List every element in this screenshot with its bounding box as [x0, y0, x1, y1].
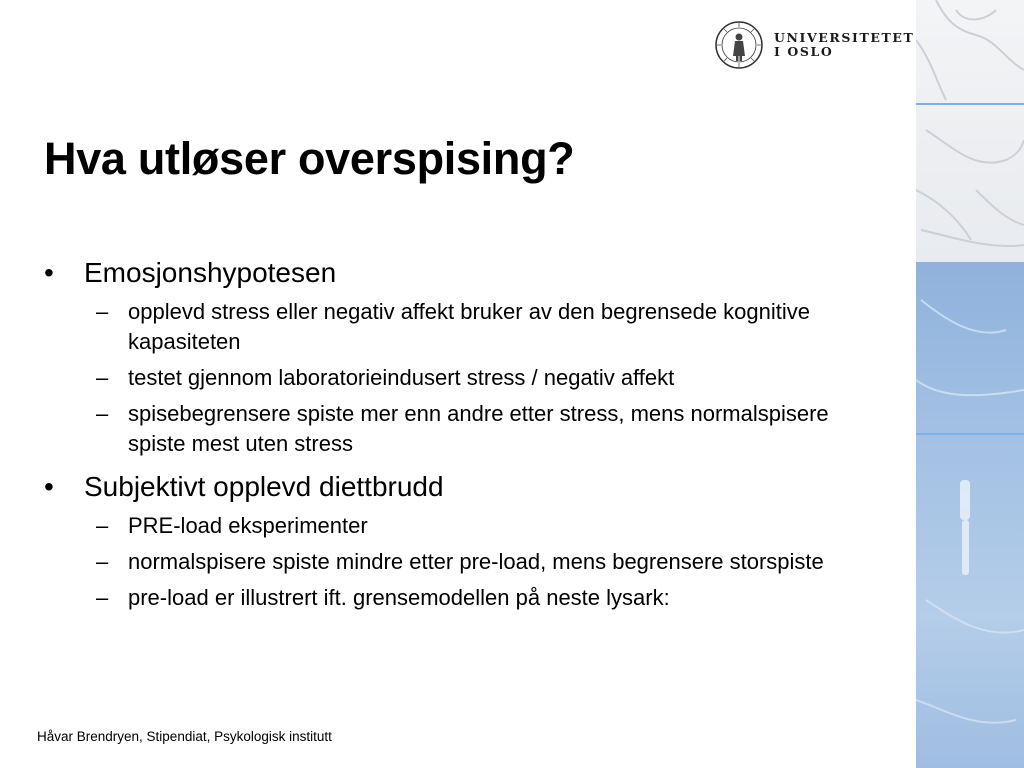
logo-line-1: UNIVERSITETET: [774, 30, 915, 45]
sub-bullet-item: [44, 511, 864, 541]
side-decoration: [916, 0, 1024, 768]
bullet-item: [44, 255, 864, 291]
university-seal-icon: [714, 20, 764, 70]
slide-footer: Håvar Brendryen, Stipendiat, Psykologisk institutt: [37, 729, 332, 744]
sub-bullet-item: [44, 297, 864, 357]
university-logo: [714, 20, 914, 70]
sub-bullet-text: pre-load er illustrert ift. grensemodellen på neste lysark:: [128, 585, 670, 610]
sub-bullet-item: [44, 399, 864, 459]
sub-bullet-item: [44, 363, 864, 393]
dash-marker: –: [96, 365, 109, 390]
bullet-item: [44, 469, 864, 505]
logo-line-2: I OSLO: [774, 44, 834, 59]
sub-bullet-text: testet gjennom laboratorieindusert stress / negativ affekt: [128, 365, 675, 390]
dash-marker: –: [96, 549, 109, 574]
sub-bullet-text: PRE-load eksperimenter: [128, 513, 368, 538]
sub-bullet-text: opplevd stress eller negativ affekt bruker av den begrensede kognitive kapasiteten: [128, 299, 811, 354]
bullet-marker: •: [44, 471, 54, 502]
slide-title: Hva utløser overspising?: [44, 133, 575, 184]
bullet-marker: •: [44, 257, 54, 288]
dash-marker: –: [96, 513, 109, 538]
bullet-text: Subjektivt opplevd diettbrudd: [84, 471, 444, 502]
sub-bullet-text: spisebegrensere spiste mer enn andre etter stress, mens normalspisere spiste mest uten stress: [128, 401, 829, 456]
dash-marker: –: [96, 299, 109, 324]
sub-bullet-item: [44, 583, 864, 613]
statue-sketch-decoration: [916, 0, 1024, 768]
bullet-text: Emosjonshypotesen: [84, 257, 337, 288]
sub-bullet-text: normalspisere spiste mindre etter pre-load, mens begrensere storspiste: [128, 549, 824, 574]
slide-content: [44, 255, 864, 613]
sub-bullet-item: [44, 547, 864, 577]
dash-marker: –: [96, 401, 109, 426]
dash-marker: –: [96, 585, 109, 610]
